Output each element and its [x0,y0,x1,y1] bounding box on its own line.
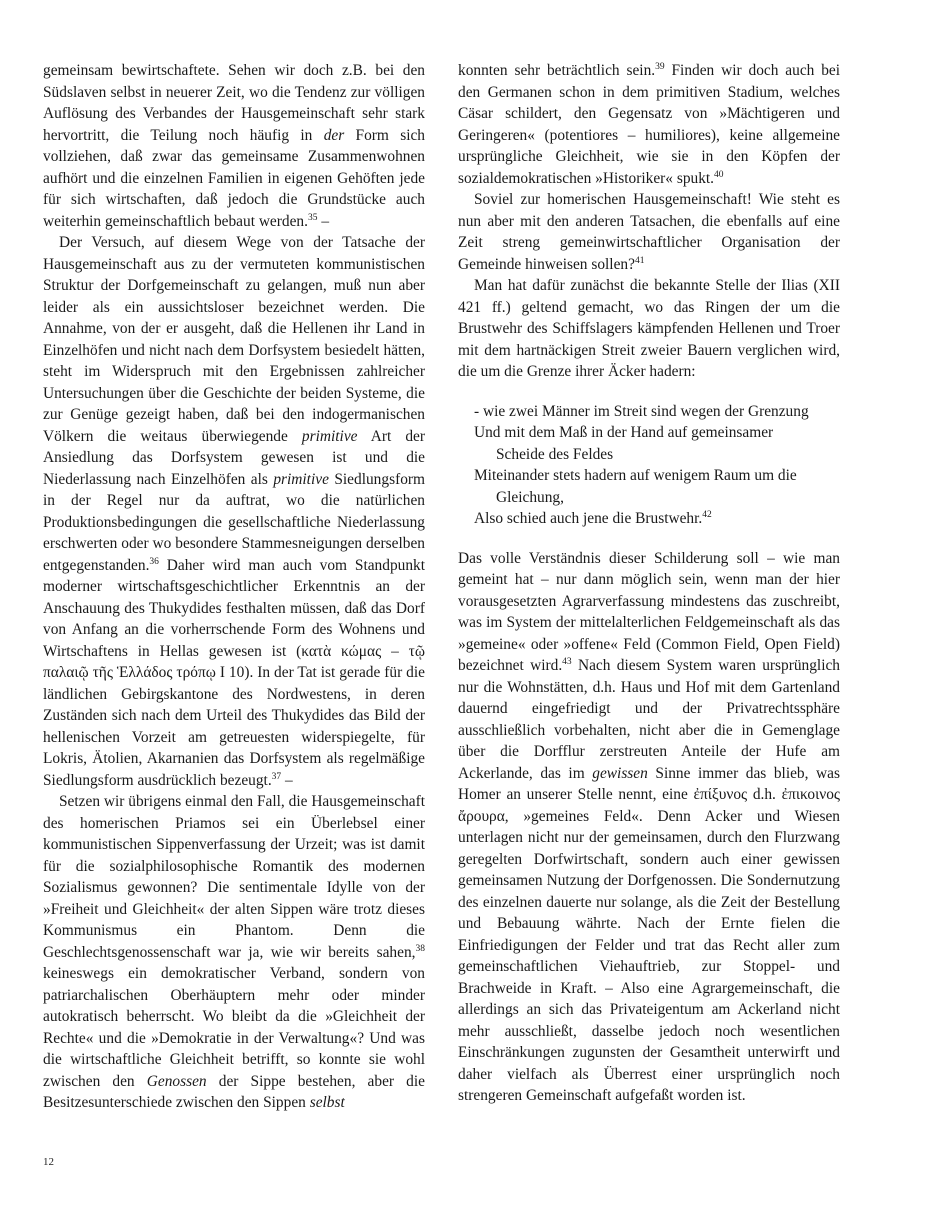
paragraph: Man hat dafür zunächst die bekannte Stelle der Ilias (XII 421 ff.) geltend gemacht, wo das Ringen der um die Brustwehr des Schiffslagers kämpfenden Hellenen und Troer mit dem hartnäckigen Streit zweier Bauern verglichen wird, die um die Grenze ihrer Äcker hadern: [458,277,840,380]
right-column [458,60,840,1107]
verse-line-continuation: Gleichung, [496,488,564,506]
page-number: 12 [43,1156,54,1168]
paragraph: Der Versuch, auf diesem Wege von der Tatsache der Hausgemeinschaft aus zu der vermuteten kommunistischen Struktur der Dorfgemeinschaft zu gelangen, muß nun aber leider als ein aussichtsloser bezeichnet werden. Die Annahme, von der er ausgeht, daß die Hellenen ihr Land in Einzelhöfen und nicht nach dem Dorfsystem besiedelt hätten, steht im Widerspruch mit den Ergebnissen zahlreicher Untersuchungen über die Geschichte der beiden Systeme, die zur Genüge gezeigt haben, daß bei den indogermanischen Völkern die weitaus überwiegende primitive Art der Ansiedlung das Dorfsystem gewesen ist und die Niederlassung nach Einzelhöfen als primitive Siedlungsform in der Regel nur da auftrat, wo die natürlichen Produktionsbedingungen die gesellschaftliche Niederlassung erschwerten oder wo besondere Stammesneigungen derselben entgegenstanden.$^{36}$ Daher wird man auch vom Standpunkt moderner wirtschaftsgeschichtlicher Erkenntnis an der Anschauung des Thukydides festhalten müssen, daß das Dorf von Anfang an die vorherrschende Form des Wohnens und Wirtschaftens in Hellas gewesen ist (κατὰ κώμας – τῷ παλαιῷ τῆς Ἑλλάδος τρόπῳ I 10). In der Tat ist gerade für die ländlichen Gebirgskantone des Nordwestens, in deren Zuständen sich nach dem Urteil des Thukydides das Bild der hellenischen Vorzeit am getreuesten widerspiegelte, für Lokris, Ätolien, Akarnanien das Dorfsystem als regelmäßige Siedlungsform ausdrücklich bezeugt.$^{37}$ – [43,234,425,789]
footnote-ref: 35 [307,212,318,223]
footnote-ref: 37 [271,771,282,782]
footnote-ref: 39 [655,62,665,72]
verse-line-continuation: Scheide des Feldes [496,445,614,463]
paragraph: gemeinsam bewirtschaftete. Sehen wir doch z.B. bei den Südslaven selbst in neuerer Zeit, wo die Tendenz zur völligen Auflösung des Verbandes der Hausgemeinschaft sehr stark hervortritt, die Teilung noch häufig in der Form sich vollziehen, daß zwar das gemeinsame Zusammenwohnen aufhört und die einzelnen Familien in eigenen Gehöften jede für sich wirtschaften, daß jedoch die Grundstücke auch weiterhin gemeinschaftlich bebaut werden.$^{35}$ – [43,62,425,230]
footnote-ref: 42 [702,510,712,520]
footnote-ref: 43 [562,657,572,667]
verse-line: Und mit dem Maß in der Hand auf gemeinsamer [474,424,774,441]
verse-line: Also schied auch jene die Brustwehr.$^{42}$ [474,510,712,527]
verse-quote [474,401,840,530]
footnote-ref: 41 [634,255,645,266]
footnote-ref: 40 [714,169,724,180]
paragraph: Setzen wir übrigens einmal den Fall, die Hausgemeinschaft des homerischen Priamos sei ein Überlebsel einer kommunistischen Sippenverfassung der Urzeit; was ist damit für die sozialphilosophische Romantik des modernen Sozialismus gewonnen? Die sentimentale Idylle von der »Freiheit und Gleichheit« der alten Sippen wäre trotz dieses Kommunismus ein Phantom. Denn die Geschlechtsgenossenschaft war ja, wie wir bereits sahen,$^{38}$ keineswegs ein demokratischer Verband, sondern von patriarchalischen Oberhäuptern mehr oder minder autokratisch beherrscht. Wo bleibt da die »Gleichheit der Rechte« und die »Demokratie in der Verwaltung«? Und was die wirtschaftliche Gleichheit betrifft, so konnte sie wohl zwischen den Genossen der Sippe bestehen, aber die Besitzesunterschiede zwischen den Sippen selbst [43,793,425,1111]
verse-line: - wie zwei Männer im Streit sind wegen der Grenzung [474,402,809,420]
paragraph: Das volle Verständnis dieser Schilderung soll – wie man gemeint hat – nur dann möglich sein, wenn man der hier vorausgesetzten Agrarverfassung mindestens das zuschreibt, was im System der mittelalterlichen Feldgemeinschaft als das »gemeine« oder »offene« Feld (Common Field, Open Field) bezeichnet wird.$^{43}$ Nach diesem System waren ursprünglich nur die Wohnstätten, d.h. Haus und Hof mit dem Gartenland dauernd eingefriedigt und der Privatrechtssphäre ausschließlich vorbehalten, nicht aber die in Gemenglage über die Dorfflur zerstreuten Anteile der Hufe am Ackerlande, das im gewissen Sinne immer das blieb, was Homer an unserer Stelle nennt, eine ἐπίξυνος d.h. ἐπικοινος ἄρουρα, »gemeines Feld«. Denn Acker und Wiesen unterlagen nicht nur der gemeinsamen, durch den Flurzwang geregelten Dorfwirtschaft, sondern auch einer gewissen gemeinsamen Nutzung der Dorfgenossen. Die Sondernutzung des einzelnen dauerte nur solange, als die Zeit der Bestellung und Bebauung währte. Nach der Ernte fielen die Einfriedigungen der Felder und trat das Recht aller zum gemeinschaftlichen Viehauftrieb, zur Stoppel- und Brachweide in Kraft. – Also eine Agrargemeinschaft, die allerdings an sich das Privateigentum am Ackerland nicht mehr ausschließt, dasselbe jedoch noch wesentlichen Einschränkungen zugunsten der Gesamtheit unterwirft und daher vielfach als Überrest einer ursprünglich noch strengeren Gemeinschaft aufgefaßt worden ist. [458,549,840,1104]
left-column [43,60,425,1114]
paragraph: konnten sehr beträchtlich sein.$^{39}$ Finden wir doch auch bei den Germanen schon in dem primitiven Stadium, welches Cäsar schildert, den Gegensatz von »Mächtigeren und Geringeren« (potentiores – humiliores), keine allgemeine ursprüngliche Gleichheit, wie sie in den Köpfen der sozialdemokratischen »Historiker« spukt.$^{40}$ [458,62,841,187]
footnote-ref: 36 [149,556,159,567]
footnote-ref: 38 [415,943,425,954]
paragraph: Soviel zur homerischen Hausgemeinschaft! Wie steht es nun aber mit den anderen Tatsachen, die ebenfalls auf eine Zeit streng gemeinwirtschaftlicher Organisation der Gemeinde hinweisen sollen?$^{41}$ [458,191,840,273]
verse-line: Miteinander stets hadern auf wenigem Raum um die [474,467,797,484]
